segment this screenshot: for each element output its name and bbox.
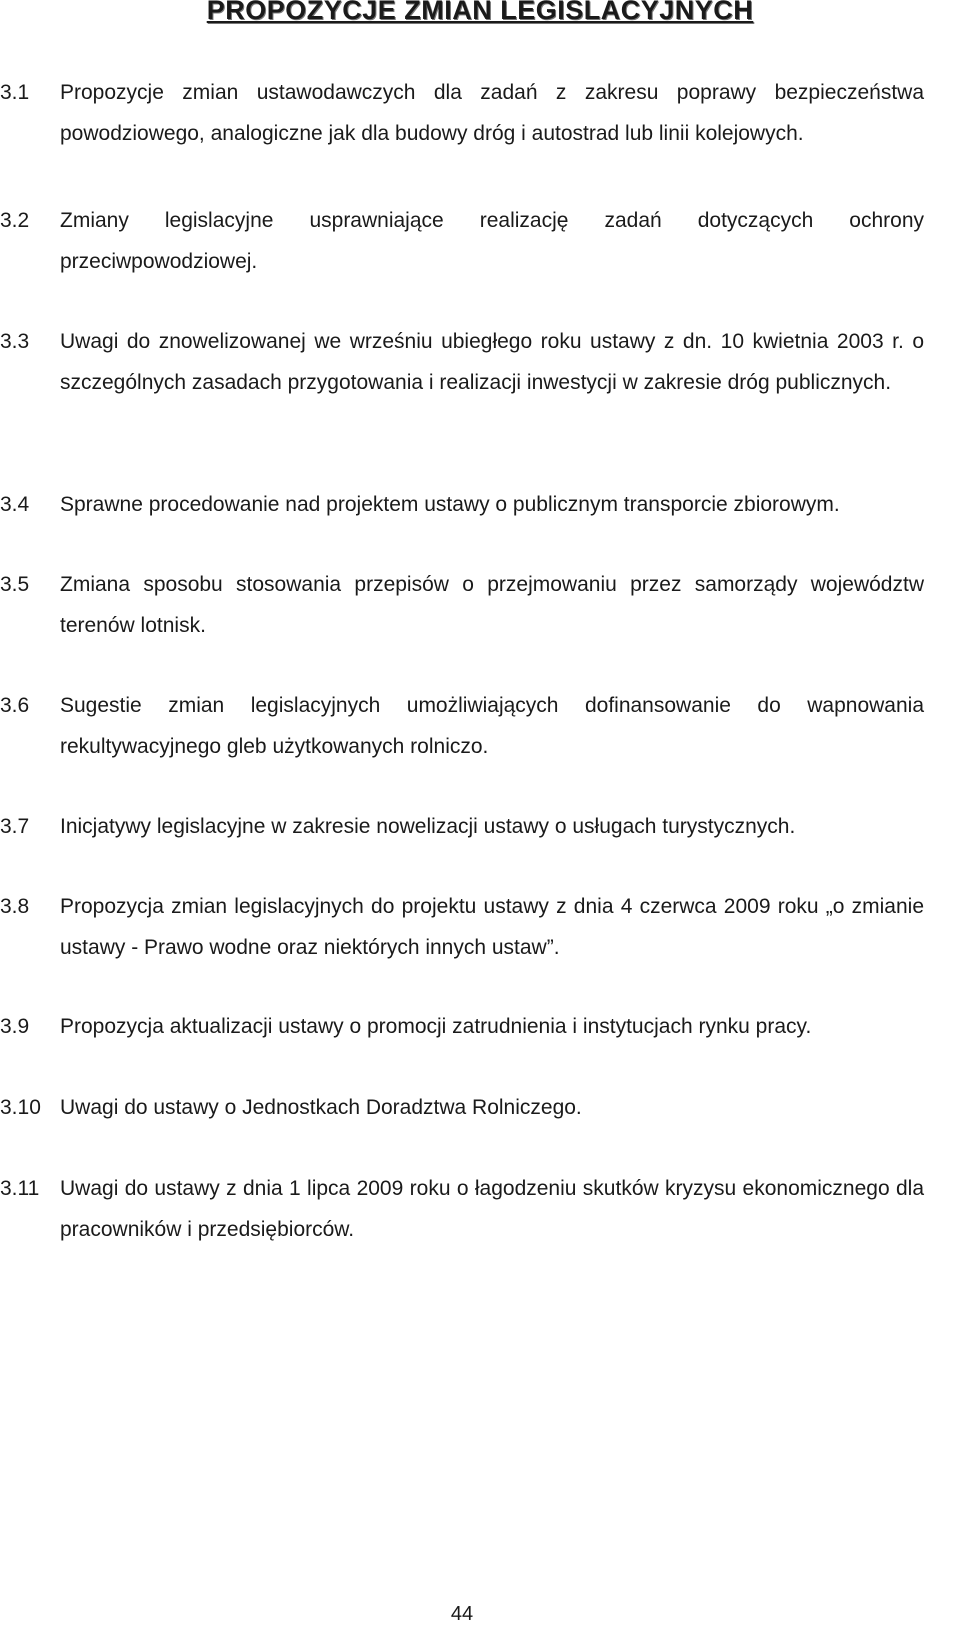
item-text: Propozycje zmian ustawodawczych dla zadań z zakresu poprawy bezpieczeństwa powodziowego, analogiczne jak dla budowy dróg i autostrad lub linii kolejowych. — [60, 81, 924, 145]
item-number: 3.1 — [0, 81, 30, 104]
item-text: Propozycja zmian legislacyjnych do projektu ustawy z dnia 4 czerwca 2009 roku „o zmianie ustawy - Prawo wodne oraz niektórych innych ustaw”. — [60, 895, 924, 959]
item-number: 3.8 — [0, 895, 30, 918]
document-title: PROPOZYCJE ZMIAN LEGISLACYJNYCH — [206, 0, 754, 25]
page-number: 44 — [450, 1603, 474, 1625]
item-number: 3.9 — [0, 1015, 30, 1038]
item-number: 3.4 — [0, 493, 30, 516]
item-text: Inicjatywy legislacyjne w zakresie nowelizacji ustawy o usługach turystycznych. — [60, 815, 796, 838]
item-number: 3.7 — [0, 815, 30, 838]
item-text: Propozycja aktualizacji ustawy o promocji zatrudnienia i instytucjach rynku pracy. — [60, 1015, 812, 1038]
item-text: Zmiana sposobu stosowania przepisów o przejmowaniu przez samorządy województw terenów lotnisk. — [60, 573, 924, 637]
item-number: 3.2 — [0, 209, 30, 232]
item-text: Uwagi do ustawy z dnia 1 lipca 2009 roku o łagodzeniu skutków kryzysu ekonomicznego dla pracowników i przedsiębiorców. — [60, 1177, 924, 1241]
item-number: 3.10 — [0, 1096, 41, 1119]
item-number: 3.5 — [0, 573, 30, 596]
item-number: 3.6 — [0, 694, 30, 717]
item-text: Zmiany legislacyjne usprawniające realizację zadań dotyczących ochrony przeciwpowodziowej. — [60, 209, 924, 273]
item-number: 3.11 — [0, 1177, 40, 1200]
item-text: Uwagi do ustawy o Jednostkach Doradztwa Rolniczego. — [60, 1096, 582, 1119]
item-text: Sugestie zmian legislacyjnych umożliwiających dofinansowanie do wapnowania rekultywacyjnego gleb użytkowanych rolniczo. — [60, 694, 924, 758]
item-number: 3.3 — [0, 330, 30, 353]
item-text: Uwagi do znowelizowanej we wrześniu ubiegłego roku ustawy z dn. 10 kwietnia 2003 r. o szczególnych zasadach przygotowania i realizacji inwestycji w zakresie dróg publicznych. — [60, 330, 924, 394]
item-text: Sprawne procedowanie nad projektem ustawy o publicznym transporcie zbiorowym. — [60, 493, 840, 516]
